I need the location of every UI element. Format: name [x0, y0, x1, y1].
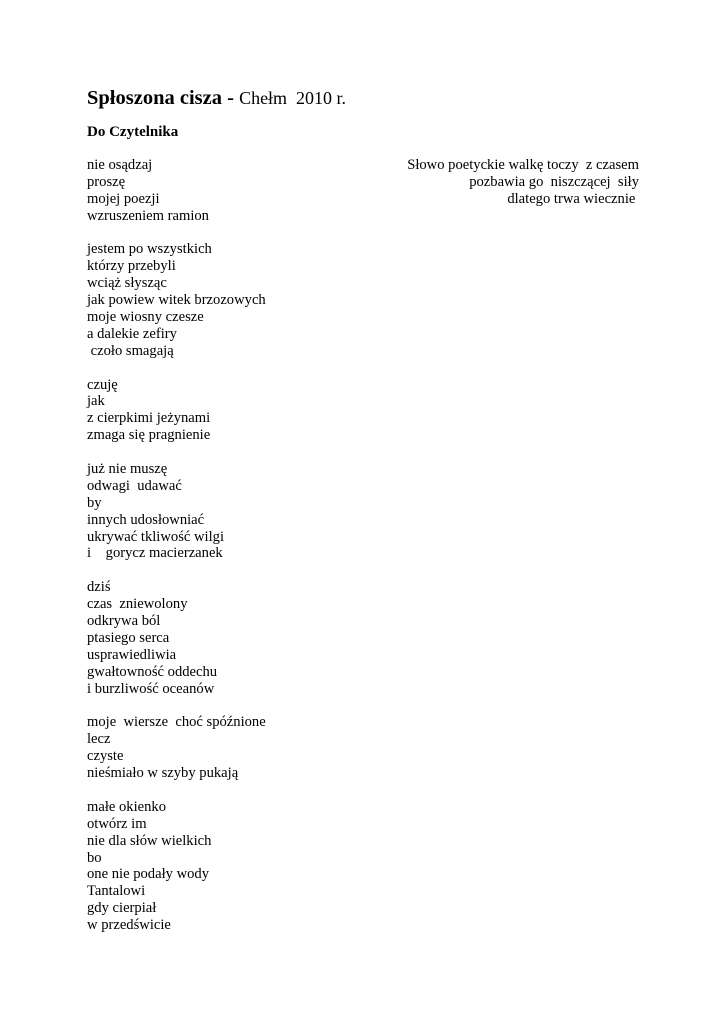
poem-line: i gorycz macierzanek: [87, 545, 223, 562]
poem-line: nieśmiało w szyby pukają: [87, 765, 239, 782]
poem-line: w przedświcie: [87, 917, 171, 934]
poem-line: czoło smagają: [87, 342, 174, 359]
poem-line: odwagi udawać: [87, 477, 182, 494]
title-line: [87, 84, 346, 114]
poem-line: ukrywać tkliwość wilgi: [87, 528, 224, 545]
poem-line: gdy cierpiał: [87, 900, 157, 917]
poem-line: z cierpkimi jeżynami: [87, 410, 211, 427]
stanza: [87, 157, 387, 225]
motto-line: dlatego trwa wiecznie: [507, 190, 639, 207]
stanza: [87, 799, 387, 934]
title-separator: -: [221, 87, 240, 109]
poem-line: małe okienko: [87, 798, 167, 815]
poem-line: jestem po wszystkich: [87, 241, 212, 258]
poem-line: nie dla słów wielkich: [87, 832, 212, 849]
poem-line: zmaga się pragnienie: [87, 427, 211, 444]
poem-body: [87, 157, 387, 951]
stanza: [87, 714, 387, 782]
poem-line: i burzliwość oceanów: [87, 680, 215, 697]
poem-line: innych udosłowniać: [87, 511, 205, 528]
stanza: [87, 461, 387, 562]
poem-line: gwałtowność oddechu: [87, 663, 218, 680]
poem-line: mojej poezji: [87, 190, 160, 207]
dedication-heading: Do Czytelnika: [87, 124, 179, 140]
poem-line: bo: [87, 849, 102, 866]
poem-line: już nie muszę: [87, 461, 168, 478]
stanza: [87, 579, 387, 697]
poem-line: Tantalowi: [87, 883, 146, 900]
poem-line: czuję: [87, 376, 118, 393]
poem-line: wzruszeniem ramion: [87, 207, 209, 224]
poem-line: proszę: [87, 173, 126, 190]
poem-line: moje wiosny czesze: [87, 309, 204, 326]
poem-line: ptasiego serca: [87, 629, 170, 646]
poem-line: moje wiersze choć spóźnione: [87, 714, 266, 731]
poem-line: czas zniewolony: [87, 596, 188, 613]
motto-line: pozbawia go niszczącej siły: [469, 173, 639, 190]
poem-line: odkrywa ból: [87, 613, 161, 630]
poem-line: wciąż słysząc: [87, 275, 167, 292]
poem-line: a dalekie zefiry: [87, 325, 177, 342]
poem-line: by: [87, 494, 102, 511]
motto-line: Słowo poetyckie walkę toczy z czasem: [407, 157, 639, 173]
poem-line: lecz: [87, 731, 111, 748]
poem-line: jak: [87, 393, 105, 410]
poem-line: dziś: [87, 579, 111, 596]
poem-line: otwórz im: [87, 815, 147, 832]
poem-line: którzy przebyli: [87, 258, 176, 275]
poem-line: czyste: [87, 748, 124, 765]
stanza: [87, 241, 387, 359]
poem-line: jak powiew witek brzozowych: [87, 292, 266, 309]
place-and-date: Chełm 2010 r.: [239, 88, 347, 108]
poem-line: nie osądzaj: [87, 157, 153, 173]
poem-title: Spłoszona cisza: [87, 87, 222, 109]
poem-line: one nie podały wody: [87, 866, 209, 883]
poem-line: usprawiedliwia: [87, 646, 177, 663]
stanza: [87, 377, 387, 445]
